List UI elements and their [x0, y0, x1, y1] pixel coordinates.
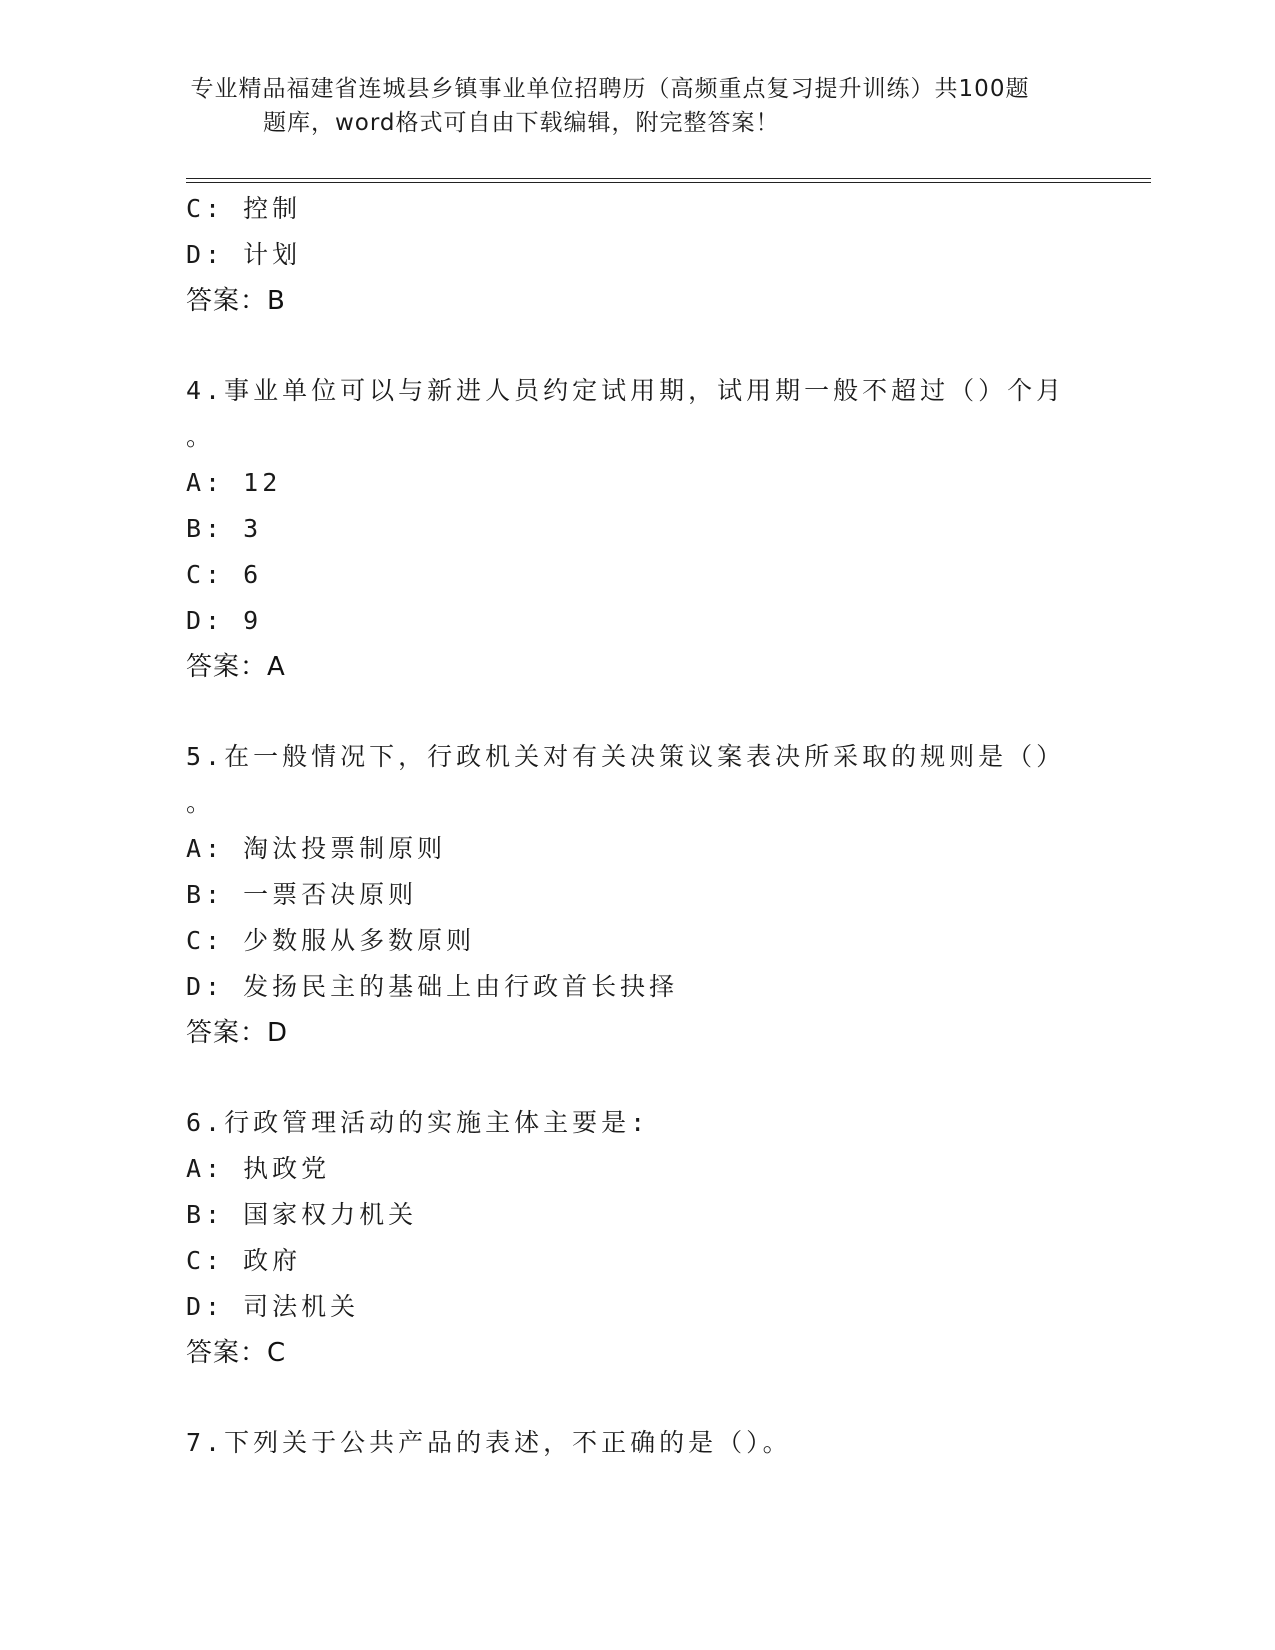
option-d: D: 发扬民主的基础上由行政首长抉择 — [186, 972, 679, 1001]
option-c: C: 控制 — [186, 194, 302, 223]
header-divider-top — [186, 178, 1151, 179]
answer-line: 答案：B — [186, 286, 286, 316]
option-d: D: 9 — [186, 606, 263, 635]
question-spacer — [186, 1376, 1086, 1420]
question-4 — [186, 368, 1086, 690]
header-divider-bottom — [186, 182, 1151, 183]
question-stem: 6.行政管理活动的实施主体主要是: — [186, 1108, 650, 1137]
option-b: B: 3 — [186, 514, 263, 543]
answer-line: 答案：A — [186, 652, 286, 682]
question-7 — [186, 1420, 1086, 1466]
question-stem-tail: 。 — [186, 422, 216, 451]
option-d: D: 司法机关 — [186, 1292, 360, 1321]
option-a: A: 淘汰投票制原则 — [186, 834, 447, 863]
answer-line: 答案：C — [186, 1338, 287, 1368]
question-spacer — [186, 690, 1086, 734]
question-stem: 5.在一般情况下，行政机关对有关决策议案表决所采取的规则是（） — [186, 742, 1066, 771]
question-spacer — [186, 324, 1086, 368]
option-c: C: 少数服从多数原则 — [186, 926, 476, 955]
question-stem-tail: 。 — [186, 788, 216, 817]
option-a: A: 12 — [186, 468, 282, 497]
option-b: B: 国家权力机关 — [186, 1200, 418, 1229]
question-3 — [186, 186, 1086, 324]
header-title-line-1: 专业精品福建省连城县乡镇事业单位招聘历（高频重点复习提升训练）共100题 — [190, 76, 1030, 102]
option-b: B: 一票否决原则 — [186, 880, 418, 909]
option-a: A: 执政党 — [186, 1154, 331, 1183]
option-c: C: 6 — [186, 560, 263, 589]
question-stem: 4.事业单位可以与新进人员约定试用期，试用期一般不超过（）个月 — [186, 376, 1066, 405]
answer-line: 答案：D — [186, 1018, 289, 1048]
question-6 — [186, 1100, 1086, 1376]
question-list — [186, 186, 1086, 1466]
header-title-line-2: 题库，word格式可自由下载编辑，附完整答案！ — [263, 110, 780, 136]
document-header — [150, 72, 1070, 140]
question-stem: 7.下列关于公共产品的表述，不正确的是（）。 — [186, 1428, 792, 1457]
question-5 — [186, 734, 1086, 1056]
question-spacer — [186, 1056, 1086, 1100]
option-c: C: 政府 — [186, 1246, 302, 1275]
option-d: D: 计划 — [186, 240, 302, 269]
